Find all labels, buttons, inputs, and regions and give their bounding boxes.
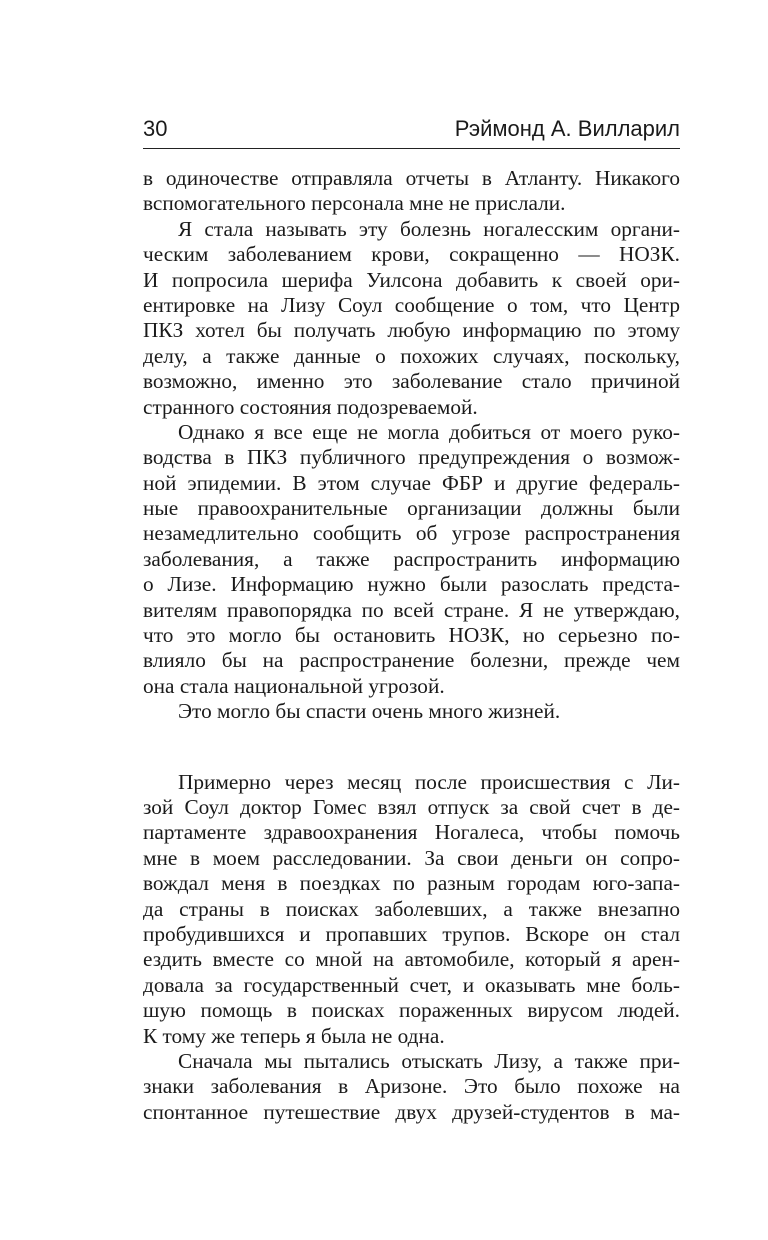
text-line: шую помощь в поисках пораженных вирусом людей. bbox=[143, 998, 680, 1023]
paragraph bbox=[143, 420, 680, 699]
text-line: Я стала называть эту болезнь ногалесским органи- bbox=[178, 216, 680, 241]
text-line: странного состояния подозреваемой. bbox=[143, 394, 478, 419]
text-line: незамедлительно сообщить об угрозе распространения bbox=[143, 521, 680, 546]
text-line: заболевания, а также распространить информацию bbox=[143, 546, 680, 571]
book-author: Рэймонд А. Вилларил bbox=[454, 116, 680, 141]
text-line: она стала национальной угрозой. bbox=[143, 673, 445, 698]
text-line: Сначала мы пытались отыскать Лизу, а также при- bbox=[178, 1048, 680, 1073]
text-line: да страны в поисках заболевших, а также внезапно bbox=[143, 896, 680, 921]
text-line: мне в моем расследовании. За свои деньги он сопро- bbox=[143, 845, 680, 870]
text-line: Примерно через месяц после происшествия с Ли- bbox=[178, 769, 680, 794]
paragraph bbox=[143, 770, 680, 1049]
paragraph bbox=[143, 166, 680, 217]
text-line: Это могло бы спасти очень много жизней. bbox=[178, 699, 561, 724]
text-line: довала за государственный счет, и оказывать мне боль- bbox=[143, 972, 680, 997]
paragraph bbox=[143, 217, 680, 420]
text-line: ные правоохранительные организации должны были bbox=[143, 496, 680, 521]
text-line: К тому же теперь я была не одна. bbox=[143, 1023, 445, 1048]
text-line: вителям правопорядка по всей стране. Я не утверждаю, bbox=[143, 597, 680, 622]
text-line: ПКЗ хотел бы получать любую информацию по этому bbox=[143, 318, 680, 343]
text-line: вождал меня в поездках по разным городам юго-запа- bbox=[143, 871, 680, 896]
text-line: в одиночестве отправляла отчеты в Атланту. Никакого bbox=[143, 166, 680, 190]
text-line: делу, а также данные о похожих случаях, поскольку, bbox=[143, 343, 680, 368]
text-line: что это могло бы остановить НОЗК, но серьезно по- bbox=[143, 623, 680, 648]
text-line: зой Соул доктор Гомес взял отпуск за свой счет в де- bbox=[143, 794, 680, 819]
text-line: водства в ПКЗ публичного предупреждения о возмож- bbox=[143, 445, 680, 470]
text-line: ентировке на Лизу Соул сообщение о том, что Центр bbox=[143, 292, 680, 317]
text-line: ездить вместе со мной на автомобиле, который я арен- bbox=[143, 947, 680, 972]
text-line: ческим заболеванием крови, сокращенно — НОЗК. bbox=[143, 242, 680, 267]
paragraph bbox=[143, 1049, 680, 1125]
text-line: спонтанное путешествие двух друзей-студентов в ма- bbox=[143, 1099, 680, 1124]
text-line: влияло бы на распространение болезни, прежде чем bbox=[143, 648, 680, 673]
text-line: И попросила шерифа Уилсона добавить к своей ори- bbox=[143, 267, 680, 292]
text-line: вспомогательного персонала мне не прислали. bbox=[143, 191, 566, 216]
text-line: о Лизе. Информацию нужно были разослать предста- bbox=[143, 572, 680, 597]
section-break bbox=[143, 725, 680, 770]
text-line: пробудившихся и пропавших трупов. Вскоре он стал bbox=[143, 921, 680, 946]
text-line: ной эпидемии. В этом случае ФБР и другие федераль- bbox=[143, 470, 680, 495]
text-line: возможно, именно это заболевание стало причиной bbox=[143, 369, 680, 394]
text-line: Однако я все еще не могла добиться от моего руко- bbox=[178, 419, 680, 444]
page-number: 30 bbox=[143, 116, 168, 141]
paragraph bbox=[143, 699, 680, 724]
running-header bbox=[143, 116, 680, 149]
text-line: партаменте здравоохранения Ногалеса, чтобы помочь bbox=[143, 820, 680, 845]
body-text bbox=[143, 166, 680, 1125]
text-line: знаки заболевания в Аризоне. Это было похоже на bbox=[143, 1074, 680, 1099]
